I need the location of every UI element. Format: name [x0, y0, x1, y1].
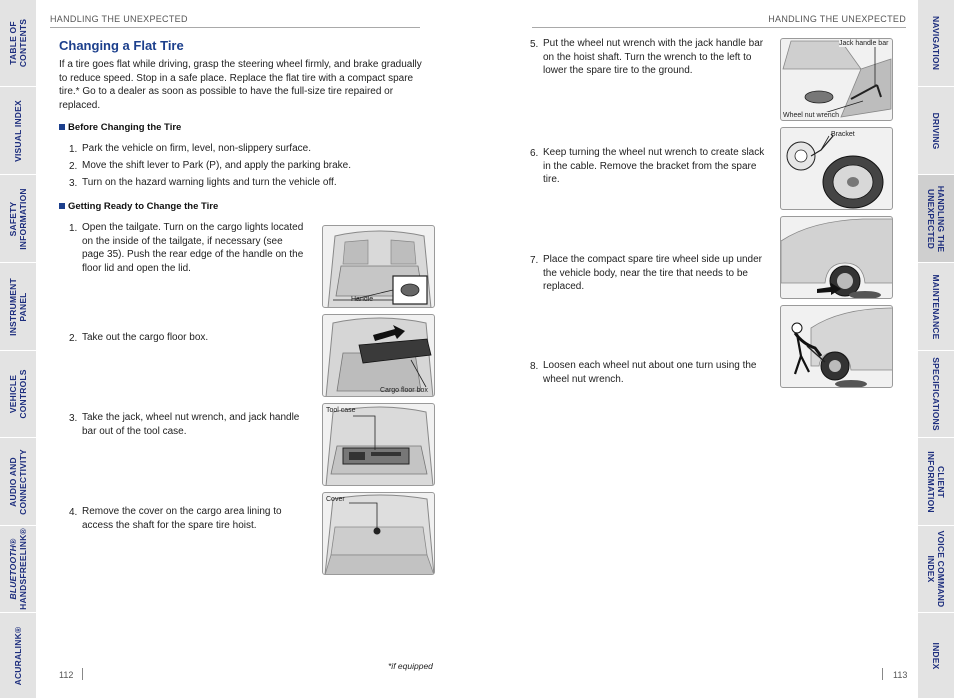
- figure-place-spare: [780, 216, 893, 299]
- step-text: Open the tailgate. Turn on the cargo lights located on the inside of the tailgate, if necessary (see page 35). Push the rear edge of the handle on the floor lid and open the lid.: [82, 222, 304, 274]
- step-text: Keep turning the wheel nut wrench to create slack in the cable. Remove the bracket from the spare tire.: [543, 147, 765, 185]
- cargo-cover-illustration: [323, 493, 435, 575]
- footnote: *if equipped: [388, 661, 433, 671]
- tab-acuralink[interactable]: ACURALINK®: [0, 613, 36, 699]
- step-text: Remove the cover on the cargo area lining to access the shaft for the spare tire hoist.: [82, 506, 282, 531]
- callout-wheel-nut-wrench: Wheel nut wrench: [783, 112, 840, 119]
- step-number: 4.: [69, 507, 78, 518]
- page-number-divider-right: [882, 668, 883, 680]
- section-bullet-icon: [59, 203, 65, 209]
- tab-specifications[interactable]: SPECIFICATIONS: [918, 351, 954, 438]
- callout-bracket: Bracket: [831, 131, 855, 138]
- tab-vehicle-controls[interactable]: VEHICLE CONTROLS: [0, 351, 36, 438]
- cargo-area-illustration: [323, 226, 435, 308]
- header-rule-left: [50, 27, 420, 28]
- spare-tire-bracket-illustration: [781, 128, 893, 210]
- tool-case-illustration: [323, 404, 435, 486]
- step-number: 5.: [530, 39, 539, 50]
- cargo-floor-box-illustration: [323, 315, 435, 397]
- page-title: Changing a Flat Tire: [59, 38, 184, 53]
- running-head-left: HANDLING THE UNEXPECTED: [50, 14, 188, 24]
- callout-jack-handle-bar: Jack handle bar: [839, 40, 889, 47]
- step-text: Put the wheel nut wrench with the jack handle bar on the hoist shaft. Turn the wrench to the left to lower the spare tire to the ground.: [543, 38, 764, 76]
- step-number: 2.: [69, 161, 78, 172]
- step-number: 7.: [530, 255, 539, 266]
- figure-cover: [322, 492, 435, 575]
- tab-navigation[interactable]: NAVIGATION: [918, 0, 954, 87]
- step-number: 3.: [69, 413, 78, 424]
- intro-paragraph: If a tire goes flat while driving, grasp the steering wheel firmly, and brake gradually to reduce speed. Stop in a safe place. Replace the flat tire with a compact spare tire.* Go to a dealer as soon as possible to have the full-size tire repaired or replaced.: [59, 59, 422, 111]
- tab-visual-index[interactable]: VISUAL INDEX: [0, 87, 36, 175]
- step-text: Turn on the hazard warning lights and turn the vehicle off.: [82, 177, 337, 188]
- section-heading-before: Before Changing the Tire: [59, 122, 181, 133]
- tab-safety-information[interactable]: SAFETY INFORMATION: [0, 175, 36, 263]
- page-number-left: 112: [59, 670, 74, 680]
- figure-loosen-nuts: [780, 305, 893, 388]
- tab-voice-command-index[interactable]: VOICE COMMAND INDEX: [918, 526, 954, 613]
- figure-bracket: [780, 127, 893, 210]
- tab-audio-and-connectivity[interactable]: AUDIO AND CONNECTIVITY: [0, 438, 36, 526]
- loosen-wheel-nuts-illustration: [781, 306, 893, 388]
- section-heading-ready: Getting Ready to Change the Tire: [59, 201, 218, 212]
- page-number-right: 113: [893, 670, 908, 680]
- step-number: 1.: [69, 223, 78, 234]
- running-head-right: HANDLING THE UNEXPECTED: [768, 14, 906, 24]
- step-text: Move the shift lever to Park (P), and apply the parking brake.: [82, 160, 352, 171]
- tab-bluetooth-handsfreelink[interactable]: BLUETOOTH® HANDSFREELINK®: [0, 526, 36, 613]
- figure-hoist-shaft: [780, 38, 893, 121]
- left-section-tabs: [0, 0, 36, 699]
- callout-cargo-floor-box: Cargo floor box: [380, 387, 428, 394]
- page-number-divider-left: [82, 668, 83, 680]
- step-number: 1.: [69, 144, 78, 155]
- tab-instrument-panel[interactable]: INSTRUMENT PANEL: [0, 263, 36, 351]
- section-bullet-icon: [59, 124, 65, 130]
- tab-maintenance[interactable]: MAINTENANCE: [918, 263, 954, 351]
- figure-cargo-floor-box: [322, 314, 435, 397]
- tab-index[interactable]: INDEX: [918, 613, 954, 699]
- right-section-tabs: [918, 0, 954, 699]
- step-text: Take the jack, wheel nut wrench, and jack handle bar out of the tool case.: [82, 412, 300, 437]
- step-number: 6.: [530, 148, 539, 159]
- step-text: Take out the cargo floor box.: [82, 332, 209, 343]
- callout-tool-case: Tool case: [326, 407, 356, 414]
- tab-driving[interactable]: DRIVING: [918, 87, 954, 175]
- step-text: Place the compact spare tire wheel side up under the vehicle body, near the tire that needs to be replaced.: [543, 254, 763, 292]
- step-number: 8.: [530, 361, 539, 372]
- step-text: Park the vehicle on firm, level, non-slippery surface.: [82, 143, 311, 154]
- figure-open-floor-lid: [322, 225, 435, 308]
- tab-client-information[interactable]: CLIENT INFORMATION: [918, 438, 954, 526]
- header-rule-right: [532, 27, 906, 28]
- step-text: Loosen each wheel nut about one turn using the wheel nut wrench.: [543, 360, 757, 385]
- tab-handling-the-unexpected[interactable]: HANDLING THE UNEXPECTED: [918, 175, 954, 263]
- figure-tool-case: [322, 403, 435, 486]
- vehicle-side-illustration: [781, 217, 893, 299]
- callout-handle: Handle: [351, 296, 374, 303]
- step-number: 2.: [69, 333, 78, 344]
- callout-cover: Cover: [326, 496, 345, 503]
- hoist-shaft-illustration: [781, 39, 893, 121]
- tab-table-of-contents[interactable]: TABLE OF CONTENTS: [0, 0, 36, 87]
- step-number: 3.: [69, 178, 78, 189]
